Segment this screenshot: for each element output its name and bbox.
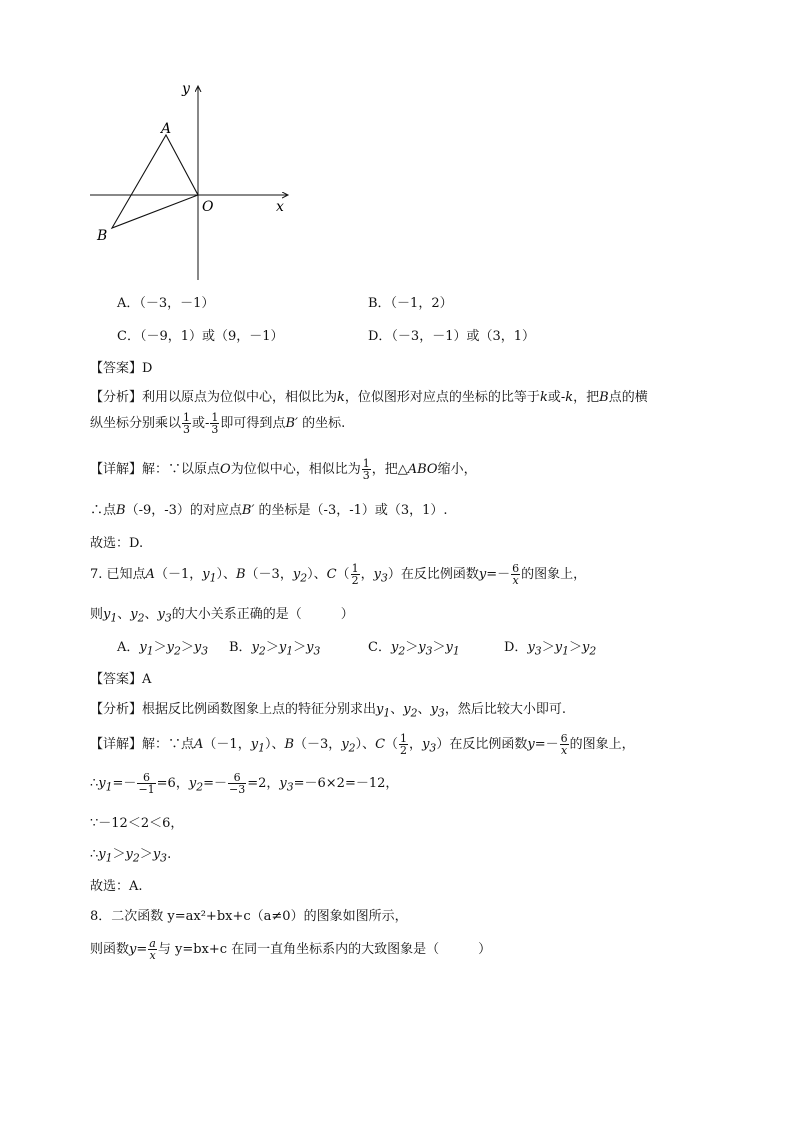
subscript: 2 — [398, 644, 406, 658]
q7-option-a — [117, 636, 208, 658]
fraction-six-over-x — [511, 563, 520, 586]
var-y: y — [152, 847, 161, 862]
q6-analysis-line2 — [90, 412, 345, 435]
var-k: k — [337, 390, 345, 405]
var-o: O — [220, 462, 231, 477]
stem-text: 、 — [117, 607, 131, 622]
var-a: A — [145, 567, 155, 582]
fraction-denominator: 3 — [183, 423, 191, 436]
detail-text: 解：∵以原点 — [142, 462, 221, 477]
fraction-denominator: −1 — [138, 783, 155, 796]
q7-detail-line2 — [90, 772, 398, 795]
var-y: y — [527, 640, 535, 655]
gt-sign: ＞ — [293, 640, 307, 655]
option-label: A． — [117, 640, 140, 655]
fraction-six-over-x — [560, 733, 569, 756]
subscript: 2 — [137, 611, 145, 625]
fraction-numerator: 6 — [228, 772, 246, 784]
var-k: k — [539, 390, 548, 405]
subscript: 3 — [164, 611, 172, 625]
var-b: B — [116, 503, 126, 518]
detail-text: 缩小， — [437, 462, 477, 477]
fraction-one-half — [351, 563, 360, 586]
stem-text: 的大小关系正确的是（ ） — [171, 607, 354, 622]
q7-detail-line4: $\therefore y_1>y_2>y_3$. — [90, 847, 172, 865]
fraction-one-half — [399, 733, 408, 756]
detail-text: ）在反比例函数 — [436, 737, 528, 752]
detail-text: =－ — [112, 776, 137, 791]
var-y: y — [581, 640, 590, 655]
detail-tag: 【详解】 — [90, 462, 143, 477]
detail-text: 解：∵点 — [142, 737, 195, 752]
fraction-denominator: −3 — [228, 783, 246, 796]
origin-label: O — [202, 199, 214, 215]
analysis-text: 、 — [390, 702, 404, 717]
subscript: 2 — [258, 644, 266, 658]
q7-stem-line2 — [90, 603, 354, 625]
detail-text: ，把△ — [371, 462, 408, 477]
gt-sign: ＞ — [139, 847, 153, 862]
detail-text: =－6×2=－12， — [293, 776, 399, 791]
option-label: D． — [504, 640, 528, 655]
var-y: y — [422, 737, 430, 752]
q7-choose: 故选：A. — [90, 879, 143, 894]
subscript: 3 — [437, 706, 445, 720]
subscript: 3 — [201, 644, 209, 658]
subscript: 1 — [105, 851, 113, 865]
stem-text: = — [136, 942, 148, 957]
fraction-one-third — [210, 412, 219, 435]
var-b-prime: B′ — [241, 503, 255, 518]
triangle-abo — [112, 135, 198, 228]
subscript: 2 — [196, 780, 204, 794]
fraction-numerator: a — [149, 937, 156, 950]
var-y: y — [98, 847, 106, 862]
gt-sign: ＞ — [153, 640, 167, 655]
var-y: y — [418, 640, 426, 655]
var-c: C — [326, 567, 337, 582]
analysis-text: 根据反比例函数图象上点的特征分别求出 — [142, 702, 377, 717]
q7-detail-line3: ∵－12＜2＜6， — [90, 816, 184, 831]
analysis-tag: 【分析】 — [90, 702, 143, 717]
detail-text: ∴点 — [90, 503, 117, 518]
subscript: 1 — [258, 741, 265, 755]
var-y: y — [390, 640, 399, 655]
stem-text: ）、 — [216, 567, 236, 582]
x-axis-label: x — [276, 199, 284, 215]
stem-text: 、 — [144, 607, 158, 622]
q6-detail-line1 — [90, 458, 477, 481]
analysis-text: ，把 — [573, 390, 600, 405]
var-y: y — [403, 702, 411, 717]
subscript: 1 — [110, 611, 118, 625]
fraction-denominator: x — [512, 574, 519, 587]
var-a: A — [194, 737, 204, 752]
var-y: y — [445, 640, 453, 655]
var-y: y — [279, 776, 287, 791]
y-axis-label: y — [182, 81, 190, 97]
var-b: B — [284, 737, 295, 752]
subscript: 2 — [410, 706, 418, 720]
gt-sign: ＞ — [180, 640, 194, 655]
detail-text: （－3， — [294, 737, 342, 752]
var-y: y — [376, 702, 384, 717]
fraction-numerator: 1 — [211, 411, 219, 424]
gt-sign: ＞ — [568, 640, 582, 655]
gt-sign: ＞ — [432, 640, 446, 655]
subscript: 1 — [286, 644, 294, 658]
analysis-text: 或- — [547, 390, 566, 405]
q6-detail-line2 — [90, 499, 448, 518]
analysis-tag: 【分析】 — [90, 390, 143, 405]
detail-text: =6， — [156, 776, 189, 791]
q6-analysis-line1 — [90, 386, 648, 405]
var-k: k — [565, 390, 574, 405]
fraction-a-over-x — [148, 938, 157, 961]
detail-text: =－ — [534, 737, 559, 752]
detail-text: 为位似中心，相似比为 — [230, 462, 361, 477]
fraction-denominator: x — [560, 744, 568, 757]
subscript: 3 — [425, 644, 433, 658]
stem-text: ， — [360, 567, 374, 582]
analysis-text: 、 — [417, 702, 431, 717]
q7-option-d — [504, 636, 596, 658]
detail-tag: 【详解】 — [90, 737, 143, 752]
stem-text: 则 — [90, 607, 104, 622]
option-label: B． — [229, 640, 252, 655]
subscript: 2 — [174, 644, 181, 658]
q6-answer: 【答案】D — [90, 361, 153, 376]
q8-stem-line1: 8．二次函数 y=ax²+bx+c（a≠0）的图象如图所示， — [90, 909, 408, 924]
subscript: 3 — [313, 644, 321, 658]
stem-text: 7. 已知点 — [90, 567, 146, 582]
subscript: 1 — [105, 780, 113, 794]
detail-text: ）、 — [264, 737, 285, 752]
detail-text: =－ — [203, 776, 227, 791]
stem-text: 则函数 — [90, 942, 130, 957]
gt-sign: ＞ — [112, 847, 126, 862]
q7-stem-line1 — [90, 563, 586, 586]
stem-text: 的图象上， — [521, 567, 587, 582]
gt-sign: ＞ — [265, 640, 279, 655]
q7-detail-line1 — [90, 733, 635, 756]
subscript: 1 — [146, 644, 154, 658]
fraction-numerator: 6 — [137, 772, 155, 784]
var-y: y — [103, 607, 111, 622]
point-a-label: A — [161, 121, 172, 137]
analysis-text: 利用以原点为位似中心，相似比为 — [142, 390, 338, 405]
detail-text: 的坐标是（-3，-1）或（3，1）. — [254, 503, 448, 518]
stem-text: ）、 — [307, 567, 327, 582]
var-y: y — [188, 776, 197, 791]
var-y: y — [278, 640, 287, 655]
q8-stem-line2 — [90, 938, 491, 961]
subscript: 1 — [452, 644, 460, 658]
detail-text: ， — [409, 737, 423, 752]
var-y: y — [139, 640, 147, 655]
fraction-numerator: 1 — [351, 562, 359, 575]
analysis-text: 纵坐标分别乘以 — [90, 416, 182, 431]
fraction-numerator: 1 — [400, 732, 408, 745]
var-c: C — [375, 737, 386, 752]
var-y: y — [166, 640, 175, 655]
fraction-one-third — [182, 412, 191, 435]
detail-text: ）、 — [355, 737, 376, 752]
analysis-text: 或- — [192, 416, 210, 431]
subscript: 2 — [300, 571, 308, 585]
fraction-denominator: 3 — [211, 423, 219, 436]
subscript: 1 — [209, 571, 217, 585]
fraction-numerator: 1 — [362, 457, 370, 470]
stem-text: 与 y=bx+c 在同一直角坐标系内的大致图象是（ ） — [157, 942, 492, 957]
analysis-text: 的坐标. — [297, 416, 346, 431]
var-y: y — [251, 640, 259, 655]
subscript: 3 — [160, 851, 168, 865]
var-abo: ABO — [407, 462, 438, 477]
fraction-six-over-neg3 — [228, 772, 246, 795]
q7-option-b — [229, 636, 320, 658]
fraction-numerator: 6 — [512, 562, 520, 575]
q6-choose: 故选：D. — [90, 536, 144, 551]
q6-option-a: A．（－3，－1） — [117, 296, 215, 311]
fraction-denominator: x — [149, 949, 156, 962]
var-y: y — [292, 567, 301, 582]
gt-sign: ＞ — [541, 640, 555, 655]
var-y: y — [202, 567, 210, 582]
fraction-numerator: 1 — [183, 411, 191, 424]
subscript: 3 — [534, 644, 542, 658]
subscript: 2 — [589, 644, 597, 658]
q6-option-b: B．（－1，2） — [368, 296, 453, 311]
stem-text: （ — [336, 567, 350, 582]
stem-text: （－1， — [154, 567, 203, 582]
gt-sign: ＞ — [405, 640, 419, 655]
subscript: 1 — [562, 644, 569, 658]
var-y: y — [129, 942, 137, 957]
detail-text: （－1， — [203, 737, 251, 752]
detail-text: =2， — [247, 776, 280, 791]
var-b-prime: B′ — [285, 416, 298, 431]
subscript: 2 — [132, 851, 140, 865]
fraction-numerator: 6 — [560, 732, 568, 745]
var-y: y — [98, 776, 106, 791]
var-b: B — [599, 390, 609, 405]
detail-text: 的图象上， — [569, 737, 635, 752]
point-b-label: B — [97, 228, 108, 244]
var-y: y — [341, 737, 349, 752]
q7-analysis — [90, 698, 566, 720]
q7-answer: 【答案】A — [90, 672, 152, 687]
detail-text: （ — [385, 737, 399, 752]
analysis-text: ，然后比较大小即可. — [444, 702, 566, 717]
subscript: 3 — [380, 571, 388, 585]
detail-text: ∴ — [90, 776, 99, 791]
fraction-denominator: 2 — [351, 574, 359, 587]
analysis-text: 即可得到点 — [220, 416, 286, 431]
q6-option-d: D．（－3，－1）或（3，1） — [368, 329, 536, 344]
stem-text: =－ — [486, 567, 511, 582]
subscript: 1 — [383, 706, 391, 720]
q7-option-c — [368, 636, 460, 658]
var-y: y — [373, 567, 381, 582]
var-y: y — [157, 607, 165, 622]
subscript: 3 — [429, 741, 437, 755]
var-y: y — [125, 847, 133, 862]
var-b: B — [235, 567, 246, 582]
var-y: y — [554, 640, 563, 655]
fraction-denominator: 3 — [362, 469, 370, 482]
subscript: 2 — [348, 741, 356, 755]
fraction-six-over-neg1 — [137, 772, 155, 795]
q6-option-c: C．（－9，1）或（9，－1） — [117, 329, 284, 344]
var-y: y — [250, 737, 259, 752]
stem-text: （－3， — [245, 567, 293, 582]
analysis-text: 点的横 — [608, 390, 648, 405]
var-y: y — [306, 640, 314, 655]
subscript: 3 — [286, 780, 294, 794]
fraction-one-third — [362, 458, 371, 481]
detail-text: ∴ — [90, 847, 99, 862]
var-y: y — [430, 702, 438, 717]
option-label: C． — [368, 640, 391, 655]
fraction-denominator: 2 — [400, 744, 408, 757]
var-y: y — [193, 640, 202, 655]
stem-text: ）在反比例函数 — [387, 567, 479, 582]
var-y: y — [130, 607, 138, 622]
analysis-text: ，位似图形对应点的坐标的比等于 — [344, 390, 540, 405]
detail-text: （-9，-3）的对应点 — [125, 503, 242, 518]
coordinate-figure — [86, 78, 296, 283]
var-y: y — [527, 737, 535, 752]
var-y: y — [478, 567, 487, 582]
